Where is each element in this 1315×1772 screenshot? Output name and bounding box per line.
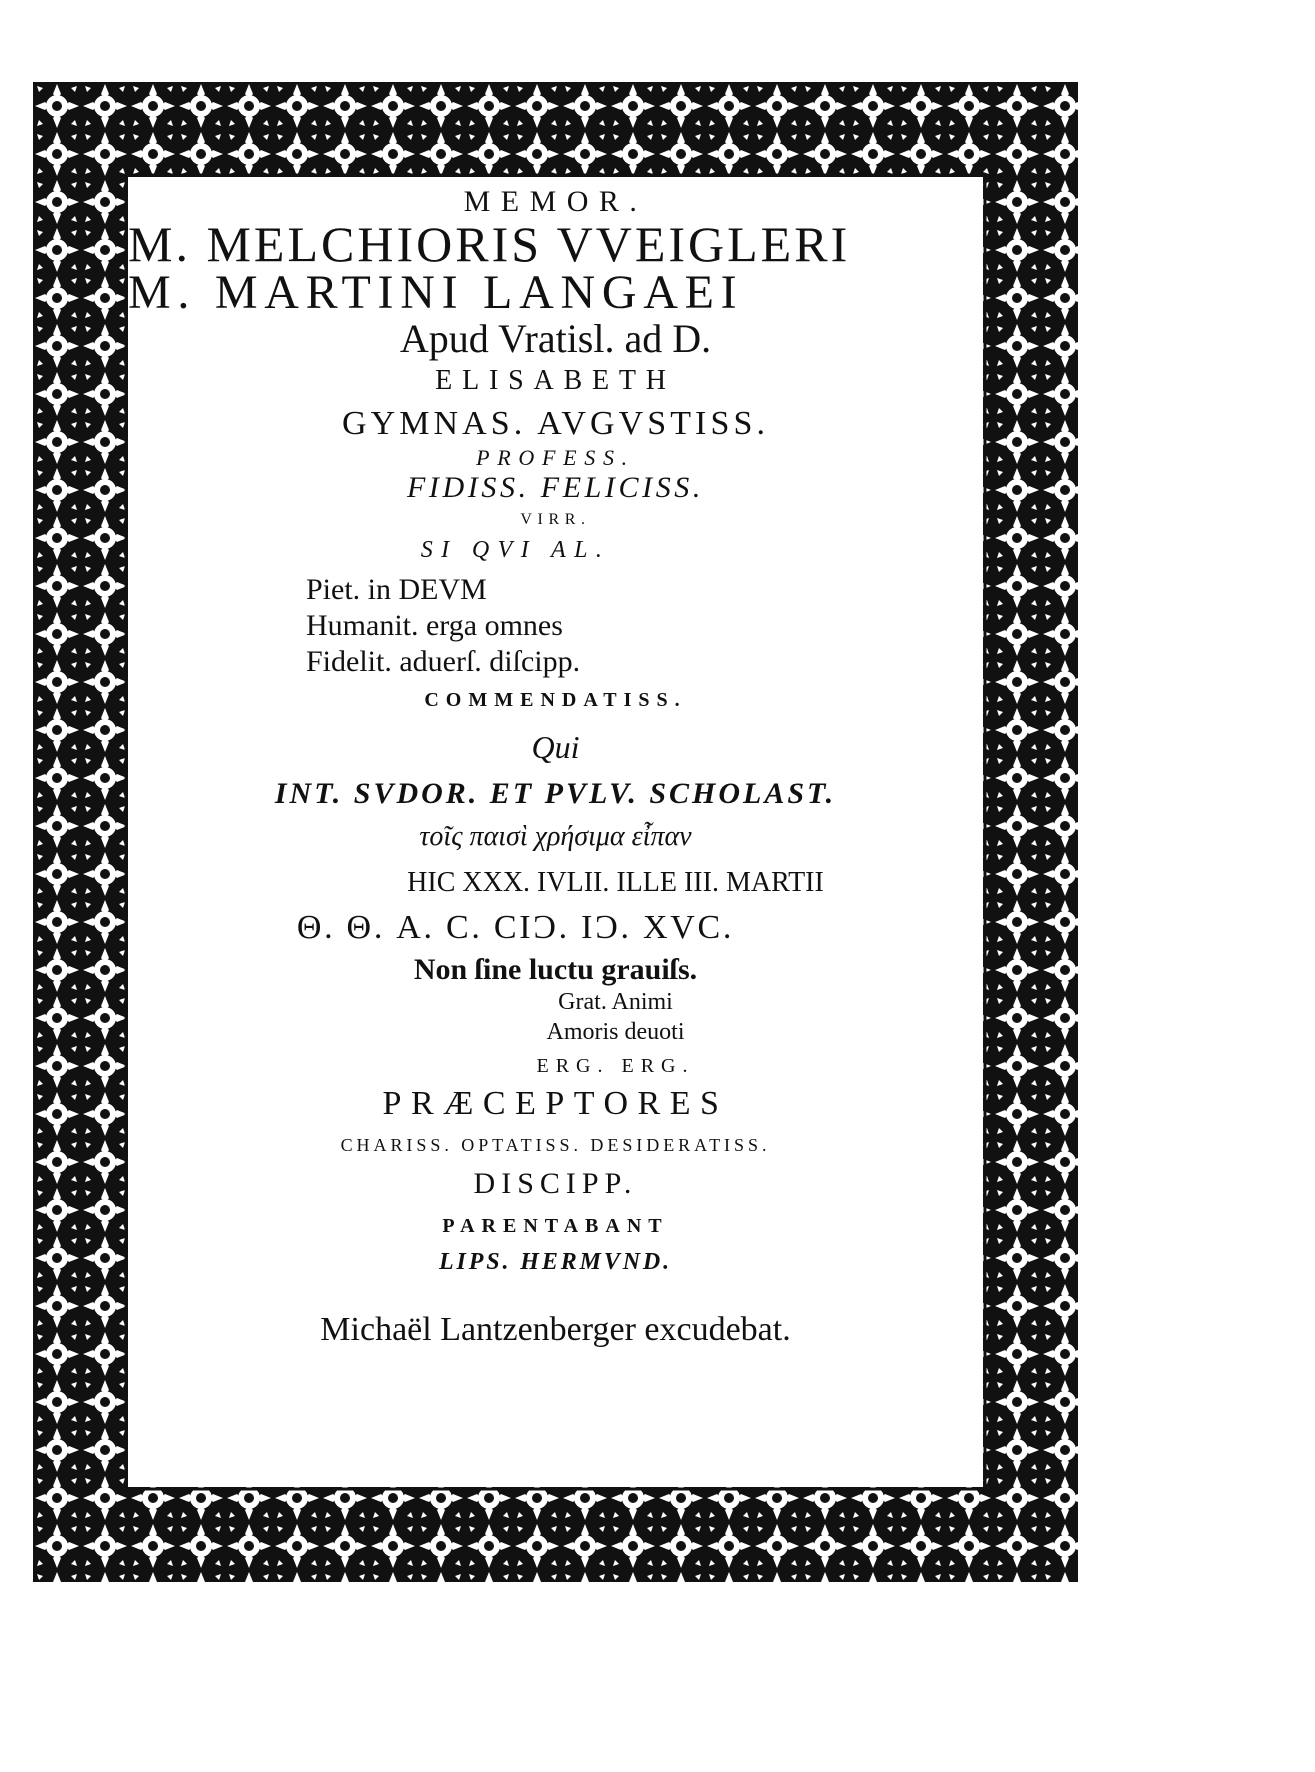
hic-ille-line: HIC XXX. IVLII. ILLE III. MARTII bbox=[407, 867, 824, 898]
humanit-line: Humanit. erga omnes bbox=[306, 609, 563, 642]
commendatiss-line: COMMENDATISS. bbox=[424, 689, 687, 711]
name-line-weigleri: M. MELCHIORIS VVEIGLERI bbox=[128, 216, 851, 272]
si-qui-al-line: SI QVI AL. bbox=[420, 537, 611, 563]
piet-line: Piet. in DEVM bbox=[306, 573, 487, 606]
heading-memor: MEMOR. bbox=[463, 185, 648, 218]
name-line-langaei: M. MARTINI LANGAEI bbox=[128, 266, 744, 319]
int-sudor-line: INT. SVDOR. ET PVLV. SCHOLAST. bbox=[274, 777, 837, 810]
fidelit-line: Fidelit. aduerſ. diſcipp. bbox=[306, 645, 581, 678]
grat-animi-line: Grat. Animi bbox=[558, 989, 673, 1015]
amoris-deuoti-line: Amoris deuoti bbox=[546, 1019, 685, 1045]
fidiss-line: FIDISS. FELICISS. bbox=[407, 471, 704, 504]
greek-line: τοῖς παισὶ χρήσιμα εἶπαν bbox=[419, 821, 692, 852]
elisabeth-line: ELISABETH bbox=[435, 365, 676, 396]
location-line: Apud Vratisl. ad D. bbox=[399, 316, 712, 361]
lips-hermund-line: LIPS. HERMVND. bbox=[438, 1249, 673, 1275]
chariss-line: CHARISS. OPTATISS. DESIDERATISS. bbox=[340, 1135, 771, 1155]
profess-line: PROFESS. bbox=[476, 445, 635, 470]
printer-imprint: Michaël Lantzenberger excudebat. bbox=[320, 1311, 791, 1348]
virr-line: VIRR. bbox=[520, 511, 591, 528]
parentabant-line: PARENTABANT bbox=[442, 1215, 669, 1237]
non-sine-luctu-line: Non ſine luctu grauiſs. bbox=[413, 953, 698, 986]
date-line: Θ. Θ. A. C. CIƆ. IƆ. XVC. bbox=[296, 909, 735, 946]
qui-line: Qui bbox=[531, 729, 580, 765]
discipp-line: DISCIPP. bbox=[473, 1167, 638, 1200]
gymnas-line: GYMNAS. AVGVSTISS. bbox=[341, 405, 770, 442]
title-page-text bbox=[128, 177, 983, 1487]
erg-erg-line: ERG. ERG. bbox=[536, 1055, 695, 1077]
praeceptores-line: PRÆCEPTORES bbox=[382, 1085, 729, 1122]
